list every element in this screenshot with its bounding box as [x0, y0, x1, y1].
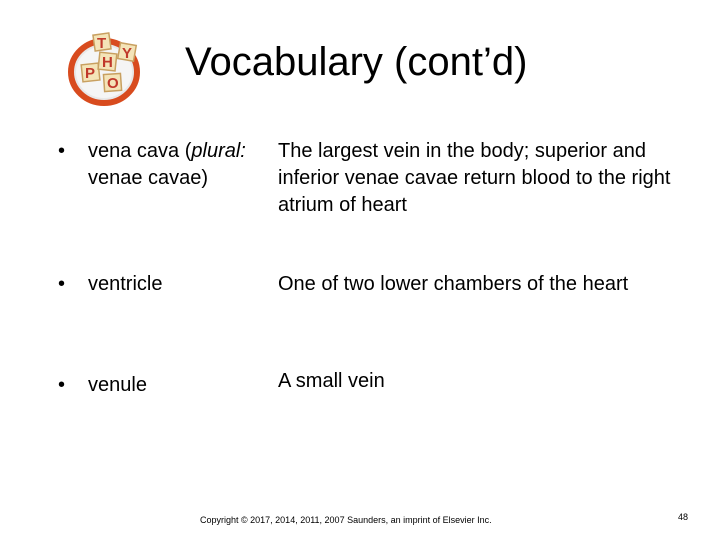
bullet: •	[58, 140, 66, 162]
logo-letter-h: H	[102, 54, 113, 71]
page-number: 48	[678, 512, 689, 522]
logo-letter-o: O	[107, 75, 119, 92]
phys-logo-icon	[62, 30, 142, 108]
vocab-term: vena cava (plural: venae cavae)	[88, 140, 246, 189]
logo-letter-y: Y	[122, 45, 133, 62]
logo-letter-t: T	[97, 35, 107, 52]
copyright-footer: Copyright © 2017, 2014, 2011, 2007 Saunders, an imprint of Elsevier Inc.	[200, 515, 492, 525]
vocab-definition: The largest vein in the body; superior and inferior venae cavae return blood to the right atrium of heart	[278, 140, 671, 216]
bullet: •	[58, 273, 66, 295]
bullet: •	[58, 374, 66, 396]
slide-title: Vocabulary (cont’d)	[185, 40, 528, 84]
vocab-term: venule	[88, 374, 147, 396]
vocab-term: ventricle	[88, 273, 163, 295]
vocab-definition: A small vein	[278, 370, 385, 392]
logo-letter-p: P	[85, 65, 96, 82]
vocab-definition: One of two lower chambers of the heart	[278, 273, 629, 295]
